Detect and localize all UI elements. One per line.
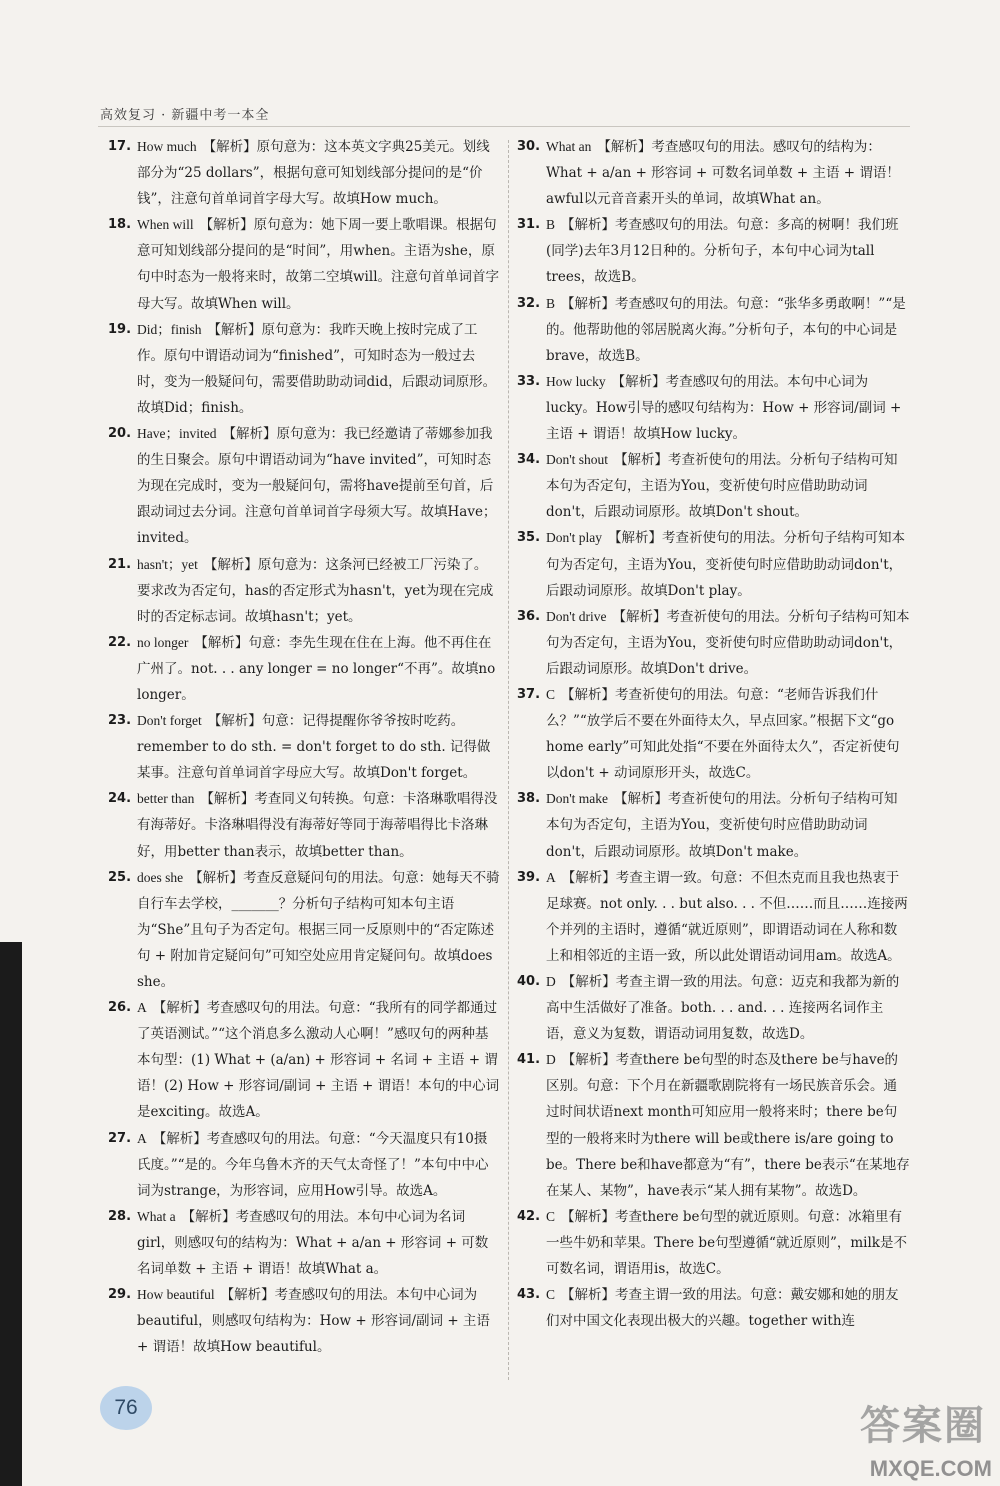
explanation-text: 【解析】考查祈使句的用法。句意：“老师告诉我们什么？”“放学后不要在外面待太久，早点回家。”根据下文“go home early”可知此处指“不要在外面待太久”，否定祈使句以don't + 动词原形开头，故选C。 xyxy=(546,686,900,782)
answer-entry xyxy=(517,212,910,290)
explanation-text: 【解析】考查同义句转换。句意：卡洛琳歌唱得没有海蒂好。卡洛琳唱得没有海蒂好等同于海蒂唱得比卡洛琳好，用better than表示，故填better than。 xyxy=(137,791,498,860)
question-number: 23. xyxy=(108,713,132,729)
column-divider xyxy=(508,140,509,1380)
explanation-text: 【解析】考查感叹句的用法。句意：多高的树啊！我们班(同学)去年3月12日种的。分析句子，本句中心词为tall trees，故选B。 xyxy=(546,217,899,286)
explanation-text: 【解析】句意：李先生现在住在上海。他不再住在广州了。not. . . any longer = no longer“不再”。故填no longer。 xyxy=(137,634,496,703)
answer-entry xyxy=(517,369,910,447)
answer-entry xyxy=(108,212,500,316)
explanation-text: 【解析】考查祈使句的用法。分析句子结构可知本句为否定句，主语为You，变祈使句时应借助助动词don't，后跟动词原形。故填Don't play。 xyxy=(546,530,906,599)
answer-entry xyxy=(517,604,910,682)
book-header: 高效复习 · 新疆中考一本全 xyxy=(100,108,270,123)
answer-entry xyxy=(517,291,910,369)
answer-entry xyxy=(517,969,910,1047)
question-number: 26. xyxy=(108,1000,132,1016)
explanation-text: 【解析】考查主谓一致。句意：不但杰克而且我也热衷于足球赛。not only. . . but also. . . 不但……而且……连接两个并列的主语时，遵循“就近原则”，即谓语动词在人称和数上和相邻近的主语一致，所以此处谓语动词用am。故选A。 xyxy=(546,869,908,964)
answer-entry xyxy=(517,447,910,525)
question-number: 40. xyxy=(517,974,541,989)
answer-text: Don't drive xyxy=(546,608,607,624)
question-number: 35. xyxy=(517,530,541,546)
answer-entry xyxy=(517,786,910,864)
question-number: 25. xyxy=(108,869,132,885)
answer-entry xyxy=(517,1204,910,1282)
answer-entry xyxy=(517,1282,910,1334)
answer-text: no longer xyxy=(137,634,189,650)
explanation-text: 【解析】考查祈使句的用法。分析句子结构可知本句为否定句，主语为You，变祈使句时应借助助动词don't，后跟动词原形。故填Don't drive。 xyxy=(546,608,910,677)
answer-text: What a xyxy=(137,1208,176,1224)
explanation-text: 【解析】考查there be句型的时态及there be与have的区别。句意：下个月在新疆歌剧院将有一场民族音乐会。通过时间状语next month可知应用一般将来时；there be句型的一般将来时为there will be或there is/are going to be。There be和have都意为“有”，there be表示“在某地存在某人、某物”，have表示“某人拥有某物”。故选D。 xyxy=(546,1052,910,1199)
answer-entry xyxy=(108,995,500,1125)
answer-text: B xyxy=(546,217,556,233)
question-number: 41. xyxy=(517,1052,541,1068)
explanation-text: 【解析】原句意为：她下周一要上歌唱课。根据句意可知划线部分提问的是“时间”，用when。主语为she，原句中时态为一般将来时，故第二空填will。注意句首单词首字母大写。故填When will。 xyxy=(137,217,500,312)
right-column xyxy=(517,134,910,1334)
answer-text: C xyxy=(546,686,556,702)
explanation-text: 【解析】考查感叹句的用法。本句中心词为beautiful，则感叹句结构为：How + 形容词/副词 + 主语 + 谓语！故填How beautiful。 xyxy=(137,1287,490,1356)
explanation-text: 【解析】原句意为：我已经邀请了蒂娜参加我的生日聚会。原句中谓语动词为“have invited”，可知时态为现在完成时，变为一般疑问句，需将have提前至句首，后跟动词过去分词。注意句首单词首字母须大写。故填Have；invited。 xyxy=(137,426,497,547)
answer-entry xyxy=(108,1126,500,1204)
watermark-top-text: 答案圈 xyxy=(860,1403,986,1449)
question-number: 36. xyxy=(517,608,541,624)
answer-text: Have；invited xyxy=(137,426,217,442)
answer-entry xyxy=(108,630,500,708)
answer-text: Don't shout xyxy=(546,452,609,468)
answer-entry xyxy=(108,865,500,995)
answer-text: When will xyxy=(137,217,194,233)
answer-text: does she xyxy=(137,869,184,885)
question-number: 19. xyxy=(108,321,132,337)
explanation-text: 【解析】考查感叹句的用法。句意：“张华多勇敢啊！”“是的。他帮助他的邻居脱离火海。”分析句子，本句的中心词是brave，故选B。 xyxy=(546,295,906,364)
answer-entry xyxy=(517,682,910,786)
answer-text: D xyxy=(546,1052,556,1068)
question-number: 34. xyxy=(517,452,541,468)
answer-entry xyxy=(517,865,910,969)
answer-entry xyxy=(108,708,500,786)
answer-entry xyxy=(108,552,500,630)
question-number: 22. xyxy=(108,634,132,650)
question-number: 29. xyxy=(108,1287,132,1303)
explanation-text: 【解析】原句意为：我昨天晚上按时完成了工作。原句中谓语动词为“finished”，可知时态为一般过去时，变为一般疑问句，需要借助助动词did，后跟动词原形。故填Did；finish。 xyxy=(137,321,497,416)
answer-text: Don't make xyxy=(546,791,609,807)
question-number: 17. xyxy=(108,139,132,154)
explanation-text: 【解析】原句意为：这条河已经被工厂污染了。要求改为否定句，has的否定形式为hasn't，yet为现在完成时的否定标志词。故填hasn't；yet。 xyxy=(137,556,494,625)
answer-text: D xyxy=(546,974,556,989)
question-number: 28. xyxy=(108,1208,132,1224)
explanation-text: 【解析】考查主谓一致的用法。句意：迈克和我都为新的高中生活做好了准备。both. . . and. . . 连接两名词作主语，意义为复数，谓语动词用复数，故选D。 xyxy=(546,974,900,1043)
question-number: 32. xyxy=(517,295,541,311)
answer-entry xyxy=(108,786,500,864)
explanation-text: 【解析】考查there be句型的就近原则。句意：冰箱里有一些牛奶和苹果。There be句型遵循“就近原则”，milk是不可数名词，谓语用is，故选C。 xyxy=(546,1208,907,1278)
answer-text: B xyxy=(546,295,556,311)
answer-text: How much xyxy=(137,139,197,154)
question-number: 27. xyxy=(108,1130,132,1146)
explanation-text: 【解析】考查反意疑问句的用法。句意：她每天不骑自行车去学校，_______？分析句子结构可知本句主语为“She”且句子为否定句。根据三同一反原则中的“否定陈述句 + 附加肯定疑问句”可知空处应用肯定疑问句。故填does she。 xyxy=(137,869,500,990)
answer-text: Don't play xyxy=(546,530,603,546)
explanation-text: 【解析】句意：记得提醒你爷爷按时吃药。remember to do sth. = don't forget to do sth. 记得做某事。注意句首单词首字母应大写。故填Don't forget。 xyxy=(137,713,491,782)
answer-text: A xyxy=(137,1000,147,1016)
question-number: 21. xyxy=(108,556,132,572)
answer-entry xyxy=(108,1204,500,1282)
answer-entry xyxy=(517,134,910,212)
answer-entry xyxy=(108,1282,500,1360)
watermark-bottom-text: MXQE.COM xyxy=(869,1456,992,1481)
explanation-text: 【解析】考查感叹句的用法。句意：“我所有的同学都通过了英语测试。”“这个消息多么激动人心啊！”感叹句的两种基本句型：(1) What + (a/an) + 形容词 + 名词 + 主语 + 谓语！(2) How + 形容词/副词 + 主语 + 谓语！本句的中心词是exciting。故选A。 xyxy=(137,1000,500,1121)
page-edge-bar xyxy=(0,942,22,1486)
answer-entry xyxy=(108,317,500,421)
watermark-logo xyxy=(796,1394,992,1482)
question-number: 39. xyxy=(517,869,541,885)
explanation-text: 【解析】考查主谓一致的用法。句意：戴安娜和她的朋友们对中国文化表现出极大的兴趣。together with连 xyxy=(546,1287,899,1330)
explanation-text: 【解析】考查感叹句的用法。句意：“今天温度只有10摄氏度。”“是的。今年乌鲁木齐的天气太奇怪了！”本句中中心词为strange，为形容词，应用How引导。故选A。 xyxy=(137,1130,489,1199)
answer-text: How beautiful xyxy=(137,1287,215,1303)
answer-text: C xyxy=(546,1287,556,1303)
answer-entry xyxy=(108,421,500,551)
explanation-text: 【解析】考查祈使句的用法。分析句子结构可知本句为否定句，主语为You，变祈使句时应借助助动词don't，后跟动词原形。故填Don't shout。 xyxy=(546,452,898,521)
answer-text: A xyxy=(137,1130,147,1146)
answer-entry xyxy=(108,134,500,212)
question-number: 24. xyxy=(108,791,132,807)
question-number: 37. xyxy=(517,686,541,702)
page-number: 76 xyxy=(100,1386,152,1430)
answer-text: hasn't；yet xyxy=(137,556,198,572)
answer-text: better than xyxy=(137,791,195,807)
header-divider xyxy=(98,126,910,127)
explanation-text: 【解析】考查感叹句的用法。本句中心词为名词girl，则感叹句的结构为：What + a/an + 形容词 + 可数名词单数 + 主语 + 谓语！故填What a。 xyxy=(137,1208,489,1278)
question-number: 20. xyxy=(108,426,132,442)
explanation-text: 【解析】考查感叹句的用法。感叹句的结构为：What + a/an + 形容词 + 可数名词单数 + 主语 + 谓语！awful以元音音素开头的单词，故填What an。 xyxy=(546,139,900,208)
explanation-text: 【解析】原句意为：这本英文字典25美元。划线部分为“25 dollars”，根据句意可知划线部分提问的是“价钱”，注意句首单词首字母大写。故填How much。 xyxy=(137,139,490,208)
left-column xyxy=(108,134,500,1360)
question-number: 30. xyxy=(517,139,541,154)
answer-text: What an xyxy=(546,139,592,154)
answer-entry xyxy=(517,525,910,603)
answer-text: C xyxy=(546,1208,556,1224)
explanation-text: 【解析】考查感叹句的用法。本句中心词为lucky。How引导的感叹句结构为：How + 形容词/副词 + 主语 + 谓语！故填How lucky。 xyxy=(546,373,902,443)
question-number: 18. xyxy=(108,217,132,233)
answer-text: A xyxy=(546,869,556,885)
answer-text: Don't forget xyxy=(137,713,202,729)
question-number: 43. xyxy=(517,1287,541,1303)
answer-text: How lucky xyxy=(546,373,606,389)
question-number: 38. xyxy=(517,791,541,807)
question-number: 42. xyxy=(517,1208,541,1224)
answer-entry xyxy=(517,1047,910,1204)
explanation-text: 【解析】考查祈使句的用法。分析句子结构可知本句为否定句，主语为You，变祈使句时应借助助动词don't，后跟动词原形。故填Don't make。 xyxy=(546,791,898,860)
question-number: 33. xyxy=(517,373,541,389)
answer-text: Did；finish xyxy=(137,321,202,337)
question-number: 31. xyxy=(517,217,541,233)
